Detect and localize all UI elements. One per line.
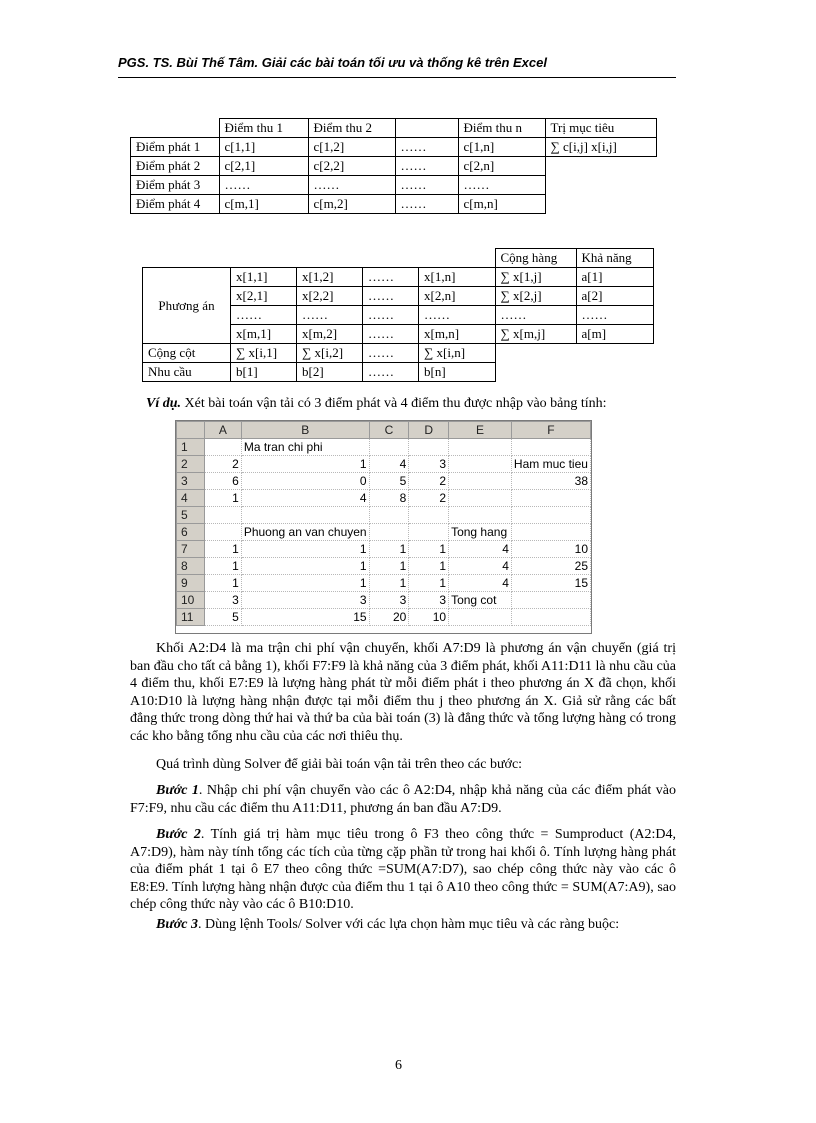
example-intro — [146, 395, 676, 413]
cell: a[m] — [576, 325, 653, 344]
step-1-label: Bước 1 — [156, 783, 199, 798]
sheet-cell: 2 — [204, 456, 241, 473]
empty-cell — [545, 157, 656, 176]
step-1-text: . Nhập chi phí vận chuyển vào các ô A2:D4, nhập khả năng của các điểm phát vào F7:F9, nhu cầu các điểm thu A11:D11, phương án ban đầu A7:D9. — [130, 783, 676, 816]
empty-cell — [231, 249, 297, 268]
empty-cell — [545, 176, 656, 195]
col-header — [395, 119, 458, 138]
row-header: 3 — [177, 473, 205, 490]
sheet-cell: 15 — [241, 609, 369, 626]
step-2-text: . Tính giá trị hàm mục tiêu trong ô F3 theo công thức = Sumproduct (A2:D4, A7:D9), hàm này tính tổng các tích của từng cặp phần tử trong hai khối ô. Tính lượng hàng phát của điểm phát 1 tại ô E7 theo công thức =SUM(A7:D7), sao chép công thức này vào các ô E8:E9. Tính lượng hàng nhận được của điểm thu 1 tại ô A10 theo công thức = SUM(A7:A9), sao chép công thức này vào các ô B10:D10. — [130, 827, 677, 912]
cell: …… — [395, 157, 458, 176]
cell: x[m,1] — [231, 325, 297, 344]
sheet-cell: Ma tran chi phi — [241, 439, 369, 456]
cell: …… — [419, 306, 496, 325]
cell: a[1] — [576, 268, 653, 287]
sheet-cell: 1 — [204, 490, 241, 507]
col-header: Điểm thu 2 — [308, 119, 395, 138]
cell: x[2,1] — [231, 287, 297, 306]
paragraph-step-2 — [130, 826, 676, 914]
cell: …… — [363, 363, 419, 382]
sheet-cell: 3 — [204, 592, 241, 609]
sheet-cell — [369, 439, 409, 456]
sheet-cell: 0 — [241, 473, 369, 490]
sheet-cell — [511, 609, 590, 626]
plan-table — [142, 248, 654, 382]
col-header: Khả năng — [576, 249, 653, 268]
sheet-cell: 10 — [511, 541, 590, 558]
sheet-cell: 4 — [449, 575, 512, 592]
sheet-cell: 1 — [204, 575, 241, 592]
example-label: Ví dụ. — [146, 396, 182, 411]
sheet-cell: 6 — [204, 473, 241, 490]
cell: …… — [458, 176, 545, 195]
cell: c[2,2] — [308, 157, 395, 176]
cell: c[m,1] — [219, 195, 308, 214]
spreadsheet-screenshot — [175, 420, 592, 634]
cell: …… — [297, 306, 363, 325]
row-label: Cộng cột — [143, 344, 231, 363]
sheet-cell — [204, 524, 241, 541]
cell: x[1,1] — [231, 268, 297, 287]
sheet-cell: 1 — [241, 558, 369, 575]
row-label: Điểm phát 4 — [131, 195, 220, 214]
row-label: Nhu cầu — [143, 363, 231, 382]
sheet-cell — [449, 507, 512, 524]
sheet-cell: 1 — [369, 541, 409, 558]
step-3-text: . Dùng lệnh Tools/ Solver với các lựa chọn hàm mục tiêu và các ràng buộc: — [197, 917, 620, 932]
step-3-label: Bước 3 — [156, 917, 198, 932]
sheet-cell — [369, 507, 409, 524]
sheet-cell — [449, 439, 512, 456]
cell: ∑ x[1,j] — [495, 268, 576, 287]
cell: x[m,2] — [297, 325, 363, 344]
col-header: Điểm thu n — [458, 119, 545, 138]
row-header: 4 — [177, 490, 205, 507]
sheet-cell — [511, 490, 590, 507]
sheet-cell — [204, 507, 241, 524]
row-label: Điểm phát 3 — [131, 176, 220, 195]
cell: ∑ x[m,j] — [495, 325, 576, 344]
empty-corner — [143, 249, 231, 268]
target-cell: ∑ c[i,j] x[i,j] — [545, 138, 656, 157]
example-text: Xét bài toán vận tải có 3 điểm phát và 4 điểm thu được nhập vào bảng tính: — [181, 396, 607, 411]
sheet-cell: 4 — [449, 558, 512, 575]
sheet-cell — [409, 439, 449, 456]
cell: x[2,n] — [419, 287, 496, 306]
paragraph-intro-steps: Quá trình dùng Solver để giải bài toán vận tải trên theo các bước: — [156, 757, 523, 772]
cell: c[1,n] — [458, 138, 545, 157]
empty-cell — [576, 363, 653, 382]
col-header: B — [241, 422, 369, 439]
sheet-cell: 1 — [241, 456, 369, 473]
row-header: 7 — [177, 541, 205, 558]
cell: …… — [363, 325, 419, 344]
sheet-cell — [409, 507, 449, 524]
step-2-label: Bước 2 — [156, 827, 201, 842]
sheet-cell: 3 — [409, 592, 449, 609]
cell: a[2] — [576, 287, 653, 306]
sheet-cell: 1 — [409, 575, 449, 592]
empty-cell — [419, 249, 496, 268]
sheet-cell: 4 — [241, 490, 369, 507]
cell: x[2,2] — [297, 287, 363, 306]
sheet-cell — [511, 439, 590, 456]
col-header: Điểm thu 1 — [219, 119, 308, 138]
row-label: Điểm phát 1 — [131, 138, 220, 157]
sheet-cell: 5 — [204, 609, 241, 626]
cell: …… — [231, 306, 297, 325]
sheet-cell: 15 — [511, 575, 590, 592]
cell: …… — [363, 306, 419, 325]
col-header: D — [409, 422, 449, 439]
col-header: E — [449, 422, 512, 439]
paragraph-step-3 — [130, 916, 676, 934]
row-header: 11 — [177, 609, 205, 626]
sheet-cell: 1 — [241, 541, 369, 558]
sheet-cell: 1 — [369, 575, 409, 592]
sheet-cell — [449, 456, 512, 473]
cell: ∑ x[2,j] — [495, 287, 576, 306]
sheet-cell: 3 — [241, 592, 369, 609]
sheet-cell: 3 — [369, 592, 409, 609]
sheet-cell: 4 — [369, 456, 409, 473]
empty-cell — [545, 195, 656, 214]
sheet-cell: 38 — [511, 473, 590, 490]
sheet-cell — [511, 524, 590, 541]
cell: ∑ x[i,2] — [297, 344, 363, 363]
row-header: 1 — [177, 439, 205, 456]
row-label: Điểm phát 2 — [131, 157, 220, 176]
row-header: 9 — [177, 575, 205, 592]
sheet-cell: Phuong an van chuyen — [241, 524, 369, 541]
cell: ∑ x[i,1] — [231, 344, 297, 363]
empty-cell — [363, 249, 419, 268]
row-header: 5 — [177, 507, 205, 524]
cell: ∑ x[i,n] — [419, 344, 496, 363]
empty-cell — [297, 249, 363, 268]
empty-cell — [576, 344, 653, 363]
cell: …… — [395, 138, 458, 157]
sheet-cell: Tong cot — [449, 592, 512, 609]
sheet-cell: Ham muc tieu — [511, 456, 590, 473]
sheet-cell — [449, 609, 512, 626]
col-header: C — [369, 422, 409, 439]
sheet-cell — [369, 524, 409, 541]
cell: c[m,n] — [458, 195, 545, 214]
sheet-cell: 2 — [409, 490, 449, 507]
cell: …… — [363, 287, 419, 306]
col-header: A — [204, 422, 241, 439]
cell: c[1,1] — [219, 138, 308, 157]
cell: …… — [495, 306, 576, 325]
sheet-cell — [449, 473, 512, 490]
sheet-cell: 20 — [369, 609, 409, 626]
header-rule — [118, 77, 676, 78]
cell: c[m,2] — [308, 195, 395, 214]
cell: b[1] — [231, 363, 297, 382]
cell: b[n] — [419, 363, 496, 382]
cell: …… — [219, 176, 308, 195]
cell: …… — [395, 176, 458, 195]
paragraph-step-1 — [130, 782, 676, 817]
cell: x[m,n] — [419, 325, 496, 344]
sheet-cell: 8 — [369, 490, 409, 507]
cell: …… — [576, 306, 653, 325]
sheet-cell — [241, 507, 369, 524]
sheet-cell: 2 — [409, 473, 449, 490]
page-number: 6 — [395, 1058, 402, 1073]
cell: x[1,n] — [419, 268, 496, 287]
sheet-cell — [204, 439, 241, 456]
plan-label: Phương án — [143, 268, 231, 344]
cell: b[2] — [297, 363, 363, 382]
col-header: Cộng hàng — [495, 249, 576, 268]
sheet-cell: 1 — [241, 575, 369, 592]
sheet-cell: 3 — [409, 456, 449, 473]
empty-cell — [495, 363, 576, 382]
empty-cell — [495, 344, 576, 363]
cell: c[2,n] — [458, 157, 545, 176]
col-header: Trị mục tiêu — [545, 119, 656, 138]
sheet-cell — [449, 490, 512, 507]
page-header: PGS. TS. Bùi Thế Tâm. Giải các bài toán tối ưu và thống kê trên Excel — [118, 55, 547, 70]
corner-header — [177, 422, 205, 439]
col-header: F — [511, 422, 590, 439]
empty-corner — [131, 119, 220, 138]
cell: x[1,2] — [297, 268, 363, 287]
sheet-cell: 1 — [204, 558, 241, 575]
sheet-cell: 5 — [369, 473, 409, 490]
paragraph-description: Khối A2:D4 là ma trận chi phí vận chuyển, khối A7:D9 là phương án vận chuyển (giá trị ban đầu cho tất cả bằng 1), khối F7:F9 là khả năng của 3 điểm phát, khối A11:D11 là nhu cầu của 4 điểm thu, khối E7:E9 là lượng hàng phát từ mỗi điểm phát i theo phương án X đã chọn, khối A10:D10 là lượng hàng nhận được tại mỗi điểm thu j theo phương án X. Giả sử rằng các bất đẳng thức trong dòng thứ hai và thứ ba của bài toán (3) là đẳng thức và tổng lượng hàng có trong các kho bằng tổng nhu cầu của các nơi thiêu thụ. — [130, 641, 676, 744]
cell: …… — [308, 176, 395, 195]
sheet-cell: 1 — [204, 541, 241, 558]
sheet-cell: 10 — [409, 609, 449, 626]
row-header: 6 — [177, 524, 205, 541]
sheet-cell — [409, 524, 449, 541]
cell: …… — [363, 268, 419, 287]
sheet-cell — [511, 507, 590, 524]
cell: c[1,2] — [308, 138, 395, 157]
cost-matrix-table — [130, 118, 657, 214]
sheet-cell: 1 — [409, 541, 449, 558]
sheet-cell: 1 — [369, 558, 409, 575]
sheet-cell: 4 — [449, 541, 512, 558]
sheet-cell: Tong hang — [449, 524, 512, 541]
row-header: 10 — [177, 592, 205, 609]
row-header: 8 — [177, 558, 205, 575]
sheet-cell: 1 — [409, 558, 449, 575]
cell: …… — [363, 344, 419, 363]
sheet-cell: 25 — [511, 558, 590, 575]
sheet-cell — [511, 592, 590, 609]
cell: …… — [395, 195, 458, 214]
cell: c[2,1] — [219, 157, 308, 176]
row-header: 2 — [177, 456, 205, 473]
